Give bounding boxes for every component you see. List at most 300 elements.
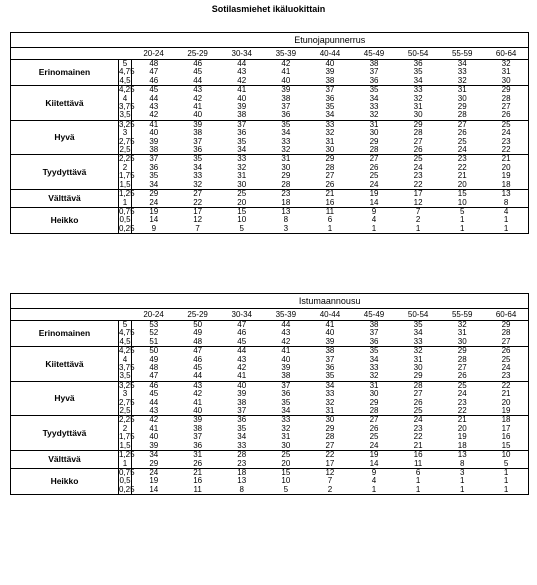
value-cell: 30 xyxy=(369,128,379,138)
value-cell: 28 xyxy=(501,328,511,338)
value-cell: 32 xyxy=(325,397,335,407)
value-cell: 42 xyxy=(193,389,203,399)
value-cell: 17 xyxy=(325,458,335,468)
value-cell: 28 xyxy=(369,145,379,155)
value-cell: 18 xyxy=(457,440,467,450)
value-cell: 20 xyxy=(237,197,247,207)
value-cell: 42 xyxy=(237,363,247,373)
value-cell: 30 xyxy=(413,363,423,373)
value-cell: 31 xyxy=(501,67,511,77)
value-cell: 36 xyxy=(369,336,379,346)
value-cell: 27 xyxy=(413,389,423,399)
value-cell: 35 xyxy=(176,155,220,164)
value-cell: 2 xyxy=(308,486,352,495)
value-cell: 34 xyxy=(237,432,247,442)
value-cell: 37 xyxy=(369,328,379,338)
value-cell: 4 xyxy=(484,207,528,216)
value-cell: 1 xyxy=(459,215,465,225)
value-cell: 1 xyxy=(352,225,396,234)
value-cell: 14 xyxy=(132,486,176,495)
value-cell: 43 xyxy=(237,354,247,364)
value-cell: 34 xyxy=(325,110,335,120)
value-cell: 37 xyxy=(308,86,352,95)
value-cell: 45 xyxy=(132,86,176,95)
value-cell: 31 xyxy=(352,120,396,129)
points-cell: 0,75 xyxy=(119,467,135,477)
value-cell: 36 xyxy=(193,440,203,450)
column-header: 35-39 xyxy=(275,49,297,58)
value-cell: 26 xyxy=(501,110,511,120)
value-cell: 32 xyxy=(396,347,440,356)
value-cell: 39 xyxy=(325,336,335,346)
value-cell: 23 xyxy=(501,371,511,381)
column-header: 40-44 xyxy=(319,310,341,319)
value-cell: 22 xyxy=(193,197,203,207)
points-cell: 4 xyxy=(119,95,132,103)
value-cell: 9 xyxy=(132,225,176,234)
value-cell: 41 xyxy=(220,86,264,95)
value-cell: 37 xyxy=(264,381,308,390)
value-cell: 27 xyxy=(352,416,396,425)
value-cell: 32 xyxy=(484,60,528,69)
value-cell: 31 xyxy=(413,102,423,112)
column-header: 25-29 xyxy=(187,49,208,58)
points-cell: 1 xyxy=(119,460,132,469)
value-cell: 11 xyxy=(308,207,352,216)
value-cell: 26 xyxy=(193,458,203,468)
column-header: 60-64 xyxy=(495,310,517,319)
value-cell: 30 xyxy=(457,336,467,346)
value-cell: 31 xyxy=(352,381,396,390)
points-cell: 1,75 xyxy=(119,432,135,442)
column-header: 40-44 xyxy=(319,49,341,58)
value-cell: 30 xyxy=(281,440,291,450)
value-cell: 33 xyxy=(413,336,423,346)
value-cell: 35 xyxy=(352,86,396,95)
value-cell: 5 xyxy=(220,225,264,234)
table-row xyxy=(11,207,529,216)
value-cell: 38 xyxy=(352,321,396,330)
value-cell: 36 xyxy=(281,110,291,120)
points-cell: 1,25 xyxy=(119,189,135,199)
value-cell: 29 xyxy=(149,458,159,468)
value-cell: 25 xyxy=(369,432,379,442)
value-cell: 43 xyxy=(149,102,159,112)
points-cell: 3 xyxy=(119,129,132,137)
value-cell: 19 xyxy=(352,451,396,460)
value-cell: 19 xyxy=(457,432,467,442)
value-cell: 32 xyxy=(281,145,291,155)
column-header: 25-29 xyxy=(187,310,208,319)
value-cell: 46 xyxy=(193,354,203,364)
value-cell: 38 xyxy=(325,75,335,85)
grade-label: Kiitettävä xyxy=(11,86,119,121)
value-cell: 29 xyxy=(325,423,335,433)
value-cell: 41 xyxy=(132,120,176,129)
value-cell: 7 xyxy=(396,207,440,216)
table-row xyxy=(11,381,529,390)
value-cell: 29 xyxy=(440,347,484,356)
value-cell: 11 xyxy=(413,458,423,468)
table-row xyxy=(11,321,529,330)
value-cell: 44 xyxy=(220,60,264,69)
value-cell: 26 xyxy=(484,347,528,356)
value-cell: 8 xyxy=(220,486,264,495)
value-cell: 28 xyxy=(396,381,440,390)
value-cell: 30 xyxy=(325,145,335,155)
value-cell: 39 xyxy=(264,86,308,95)
value-cell: 22 xyxy=(308,451,352,460)
value-cell: 35 xyxy=(413,67,423,77)
value-cell: 11 xyxy=(176,486,220,495)
value-cell: 16 xyxy=(193,476,203,486)
value-cell: 32 xyxy=(193,179,203,189)
value-cell: 33 xyxy=(396,86,440,95)
value-cell: 25 xyxy=(440,381,484,390)
value-cell: 13 xyxy=(484,190,528,199)
table-row xyxy=(11,347,529,356)
value-cell: 37 xyxy=(369,67,379,77)
value-cell: 33 xyxy=(220,155,264,164)
points-cell: 4,75 xyxy=(119,67,135,77)
points-cell: 2,75 xyxy=(119,136,135,146)
value-cell: 22 xyxy=(457,406,467,416)
value-cell: 31 xyxy=(413,354,423,364)
value-cell: 44 xyxy=(149,397,159,407)
value-cell: 37 xyxy=(193,432,203,442)
points-cell: 0,75 xyxy=(119,206,135,216)
points-cell: 0,25 xyxy=(119,484,135,494)
value-cell: 41 xyxy=(193,102,203,112)
value-cell: 26 xyxy=(325,179,335,189)
points-cell: 1 xyxy=(119,199,132,208)
value-cell: 39 xyxy=(176,416,220,425)
column-header: 20-24 xyxy=(143,310,164,319)
table-row xyxy=(11,468,529,477)
value-cell: 8 xyxy=(283,215,289,225)
value-cell: 32 xyxy=(325,128,335,138)
value-cell: 46 xyxy=(132,381,176,390)
table-row xyxy=(11,60,529,69)
value-cell: 25 xyxy=(413,406,423,416)
value-cell: 44 xyxy=(264,321,308,330)
value-cell: 25 xyxy=(220,190,264,199)
value-cell: 30 xyxy=(308,416,352,425)
value-cell: 32 xyxy=(440,321,484,330)
value-cell: 29 xyxy=(413,371,423,381)
value-cell: 36 xyxy=(220,416,264,425)
value-cell: 33 xyxy=(237,440,247,450)
value-cell: 16 xyxy=(396,451,440,460)
value-cell: 44 xyxy=(193,371,203,381)
value-cell: 22 xyxy=(501,145,511,155)
value-cell: 6 xyxy=(396,468,440,477)
value-cell: 34 xyxy=(308,381,352,390)
value-cell: 42 xyxy=(132,416,176,425)
value-cell: 34 xyxy=(369,354,379,364)
value-cell: 48 xyxy=(193,336,203,346)
column-header: 30-34 xyxy=(231,49,252,58)
value-cell: 24 xyxy=(149,197,159,207)
value-cell: 5 xyxy=(264,486,308,495)
value-cell: 28 xyxy=(325,432,335,442)
value-cell: 25 xyxy=(264,451,308,460)
value-cell: 8 xyxy=(459,458,465,468)
value-cell: 49 xyxy=(149,354,159,364)
value-cell: 38 xyxy=(281,93,291,103)
value-cell: 45 xyxy=(149,389,159,399)
value-cell: 40 xyxy=(149,432,159,442)
value-cell: 1 xyxy=(484,468,528,477)
value-cell: 27 xyxy=(413,136,423,146)
value-cell: 13 xyxy=(440,451,484,460)
value-cell: 24 xyxy=(501,128,511,138)
grade-label: Hyvä xyxy=(11,381,119,416)
value-cell: 23 xyxy=(457,397,467,407)
section-title: Istumaannousu xyxy=(132,294,529,309)
value-cell: 38 xyxy=(149,145,159,155)
value-cell: 38 xyxy=(308,347,352,356)
value-cell: 41 xyxy=(149,423,159,433)
points-cell: 1,75 xyxy=(119,171,135,181)
value-cell: 20 xyxy=(457,423,467,433)
value-cell: 27 xyxy=(325,171,335,181)
value-cell: 6 xyxy=(327,215,333,225)
value-cell: 43 xyxy=(176,86,220,95)
value-cell: 13 xyxy=(264,207,308,216)
value-cell: 40 xyxy=(193,406,203,416)
value-cell: 24 xyxy=(413,162,423,172)
value-cell: 27 xyxy=(501,336,511,346)
grade-label: Heikko xyxy=(11,207,119,233)
value-cell: 27 xyxy=(457,363,467,373)
value-cell: 38 xyxy=(237,110,247,120)
value-cell: 30 xyxy=(457,93,467,103)
value-cell: 23 xyxy=(440,155,484,164)
points-cell: 3,25 xyxy=(119,380,135,390)
points-cell: 5 xyxy=(119,60,132,69)
value-cell: 19 xyxy=(149,476,159,486)
value-cell: 13 xyxy=(237,476,247,486)
value-cell: 1 xyxy=(440,225,484,234)
value-cell: 23 xyxy=(237,458,247,468)
value-cell: 27 xyxy=(352,155,396,164)
points-cell: 1,25 xyxy=(119,450,135,460)
value-cell: 40 xyxy=(308,60,352,69)
value-cell: 29 xyxy=(396,120,440,129)
value-cell: 23 xyxy=(501,136,511,146)
value-cell: 24 xyxy=(457,145,467,155)
value-cell: 46 xyxy=(237,328,247,338)
points-cell: 3,75 xyxy=(119,102,135,112)
value-cell: 20 xyxy=(501,397,511,407)
value-cell: 39 xyxy=(149,440,159,450)
value-cell: 37 xyxy=(193,136,203,146)
table-row xyxy=(11,155,529,164)
value-cell: 29 xyxy=(369,136,379,146)
value-cell: 37 xyxy=(237,406,247,416)
column-header: 50-54 xyxy=(407,49,429,58)
value-cell: 29 xyxy=(457,102,467,112)
column-header: 55-59 xyxy=(451,49,473,58)
value-cell: 21 xyxy=(308,190,352,199)
value-cell: 36 xyxy=(149,162,159,172)
value-cell: 36 xyxy=(281,389,291,399)
value-cell: 40 xyxy=(281,354,291,364)
value-cell: 25 xyxy=(369,171,379,181)
value-cell: 36 xyxy=(369,75,379,85)
value-cell: 1 xyxy=(440,486,484,495)
value-cell: 35 xyxy=(281,397,291,407)
value-cell: 23 xyxy=(413,171,423,181)
value-cell: 17 xyxy=(176,207,220,216)
value-cell: 22 xyxy=(484,381,528,390)
value-cell: 33 xyxy=(264,416,308,425)
points-cell: 0,5 xyxy=(119,476,131,486)
value-cell: 29 xyxy=(484,86,528,95)
column-header: 35-39 xyxy=(275,310,297,319)
value-cell: 45 xyxy=(193,363,203,373)
value-cell: 20 xyxy=(281,458,291,468)
value-cell: 29 xyxy=(132,190,176,199)
value-cell: 5 xyxy=(440,207,484,216)
value-cell: 10 xyxy=(281,476,291,486)
value-cell: 28 xyxy=(501,93,511,103)
value-cell: 7 xyxy=(327,476,333,486)
blank-cell xyxy=(11,48,132,60)
blank-cell xyxy=(11,309,132,321)
value-cell: 10 xyxy=(484,451,528,460)
value-cell: 17 xyxy=(501,423,511,433)
value-cell: 43 xyxy=(237,67,247,77)
table-row xyxy=(11,451,529,460)
value-cell: 15 xyxy=(264,468,308,477)
value-cell: 4 xyxy=(371,215,377,225)
value-cell: 22 xyxy=(457,162,467,172)
value-cell: 51 xyxy=(149,336,159,346)
value-cell: 12 xyxy=(193,215,203,225)
value-cell: 31 xyxy=(264,155,308,164)
value-cell: 21 xyxy=(484,155,528,164)
value-cell: 31 xyxy=(237,171,247,181)
column-header: 20-24 xyxy=(143,49,164,58)
points-cell: 3,5 xyxy=(119,371,131,381)
value-cell: 14 xyxy=(369,458,379,468)
value-cell: 26 xyxy=(457,371,467,381)
value-cell: 21 xyxy=(413,440,423,450)
value-cell: 37 xyxy=(220,120,264,129)
points-cell: 2 xyxy=(119,164,132,172)
value-cell: 41 xyxy=(193,397,203,407)
value-cell: 24 xyxy=(132,468,176,477)
value-cell: 28 xyxy=(457,110,467,120)
value-cell: 45 xyxy=(193,67,203,77)
points-cell: 3,25 xyxy=(119,119,135,129)
value-cell: 34 xyxy=(281,128,291,138)
value-cell: 31 xyxy=(176,451,220,460)
value-cell: 30 xyxy=(501,75,511,85)
value-cell: 24 xyxy=(369,440,379,450)
value-cell: 47 xyxy=(149,67,159,77)
value-cell: 39 xyxy=(281,363,291,373)
value-cell: 26 xyxy=(413,397,423,407)
value-cell: 34 xyxy=(193,162,203,172)
value-cell: 38 xyxy=(193,128,203,138)
value-cell: 31 xyxy=(281,432,291,442)
value-cell: 38 xyxy=(193,423,203,433)
value-cell: 50 xyxy=(176,321,220,330)
etunojapunnerrus-table xyxy=(10,32,529,234)
value-cell: 19 xyxy=(132,207,176,216)
blank-cell xyxy=(11,33,132,48)
value-cell: 1 xyxy=(352,486,396,495)
grade-label: Välttävä xyxy=(11,451,119,469)
value-cell: 37 xyxy=(281,102,291,112)
points-cell: 4 xyxy=(119,356,132,364)
value-cell: 34 xyxy=(132,451,176,460)
value-cell: 32 xyxy=(457,75,467,85)
value-cell: 34 xyxy=(369,93,379,103)
value-cell: 15 xyxy=(501,440,511,450)
value-cell: 19 xyxy=(352,190,396,199)
value-cell: 27 xyxy=(176,190,220,199)
value-cell: 48 xyxy=(149,363,159,373)
grade-label: Välttävä xyxy=(11,190,119,208)
points-cell: 0,5 xyxy=(119,215,131,225)
value-cell: 38 xyxy=(352,60,396,69)
value-cell: 44 xyxy=(149,93,159,103)
value-cell: 40 xyxy=(325,328,335,338)
value-cell: 26 xyxy=(413,145,423,155)
value-cell: 1 xyxy=(396,225,440,234)
value-cell: 52 xyxy=(149,328,159,338)
value-cell: 1 xyxy=(396,486,440,495)
value-cell: 39 xyxy=(149,136,159,146)
points-cell: 4,5 xyxy=(119,336,131,346)
value-cell: 39 xyxy=(237,102,247,112)
grade-label: Heikko xyxy=(11,468,119,494)
value-cell: 36 xyxy=(193,145,203,155)
points-cell: 2,25 xyxy=(119,415,135,425)
value-cell: 17 xyxy=(396,190,440,199)
value-cell: 21 xyxy=(440,416,484,425)
value-cell: 12 xyxy=(413,197,423,207)
value-cell: 42 xyxy=(237,75,247,85)
value-cell: 32 xyxy=(369,371,379,381)
blank-cell xyxy=(11,294,132,309)
value-cell: 26 xyxy=(457,128,467,138)
value-cell: 44 xyxy=(193,75,203,85)
value-cell: 20 xyxy=(501,162,511,172)
value-cell: 21 xyxy=(176,468,220,477)
points-cell: 3 xyxy=(119,390,132,398)
value-cell: 48 xyxy=(132,60,176,69)
value-cell: 43 xyxy=(176,381,220,390)
value-cell: 24 xyxy=(369,179,379,189)
value-cell: 10 xyxy=(237,215,247,225)
value-cell: 30 xyxy=(237,179,247,189)
value-cell: 42 xyxy=(264,60,308,69)
value-cell: 35 xyxy=(352,347,396,356)
points-cell: 4,5 xyxy=(119,75,131,85)
value-cell: 39 xyxy=(176,120,220,129)
value-cell: 34 xyxy=(413,75,423,85)
value-cell: 35 xyxy=(237,136,247,146)
value-cell: 12 xyxy=(308,468,352,477)
table-row xyxy=(11,190,529,199)
value-cell: 33 xyxy=(369,363,379,373)
value-cell: 31 xyxy=(325,136,335,146)
